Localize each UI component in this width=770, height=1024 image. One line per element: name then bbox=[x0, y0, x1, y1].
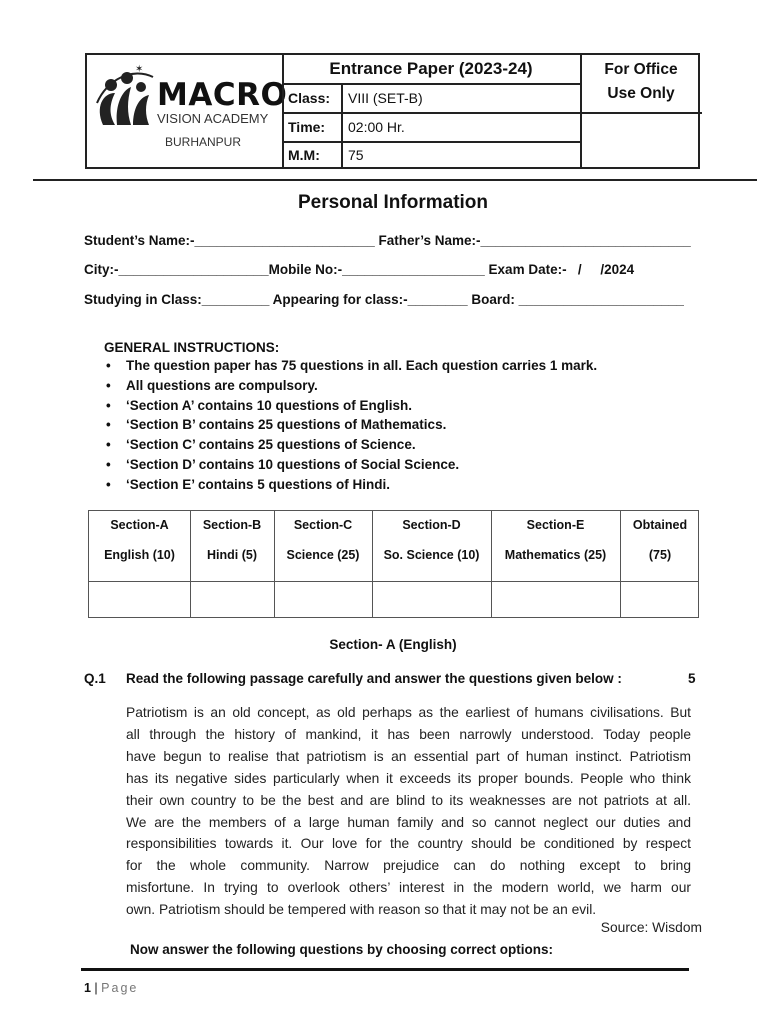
logo-figures-icon bbox=[93, 63, 157, 135]
col-header-obtained: Obtained (75) bbox=[632, 518, 688, 562]
passage-source: Source: Wisdom bbox=[600, 920, 702, 935]
logo-name: MACRO bbox=[157, 77, 288, 113]
header-divider bbox=[33, 179, 757, 181]
footer-separator: | bbox=[90, 981, 102, 995]
question-text: Read the following passage carefully and answer the questions given below : bbox=[126, 671, 622, 686]
bullet: • bbox=[106, 437, 111, 453]
passage-line: responsibilities towards it. Our love for the country should be conditioned by respect bbox=[126, 836, 691, 852]
instruction-item: • ‘Section C’ contains 25 questions of Science. bbox=[106, 437, 416, 453]
logo-city: BURHANPUR bbox=[165, 135, 242, 149]
col-header-section-a: Section-A English (10) bbox=[104, 518, 175, 562]
office-use bbox=[582, 58, 700, 106]
office-line-2: Use Only bbox=[607, 85, 675, 102]
instruction-item: • All questions are compulsory. bbox=[106, 377, 318, 393]
col-header-section-b: Section-B Hindi (5) bbox=[202, 518, 262, 562]
instructions-list bbox=[104, 358, 597, 497]
col-header-section-e: Section-E Mathematics (25) bbox=[504, 518, 607, 562]
time-value: 02:00 Hr. bbox=[348, 118, 405, 135]
section-a-title: Section- A (English) bbox=[329, 637, 457, 652]
page-label: Page bbox=[101, 981, 139, 995]
question-marks: 5 bbox=[688, 671, 696, 686]
bullet: • bbox=[106, 476, 111, 492]
passage-line: for the whole community. Narrow prejudice can do nothing except to bring bbox=[126, 858, 691, 874]
question-number: Q.1 bbox=[84, 671, 106, 686]
personal-info-title: Personal Information bbox=[297, 192, 489, 213]
score-table bbox=[88, 510, 699, 618]
passage-line: own. Patriotism should be tempered with reason so that it may not be an evil. bbox=[126, 902, 597, 918]
page-number: 1 bbox=[84, 981, 91, 995]
col-header-section-c: Section-C Science (25) bbox=[286, 518, 360, 562]
bullet: • bbox=[106, 417, 111, 433]
student-name-line: Student’s Name:-________________________ Father’s Name:-____________________________ bbox=[84, 233, 691, 248]
svg-text:✶: ✶ bbox=[135, 64, 144, 75]
passage-line: has its negative sides particularly when it exceeds its proper bounds. People who think bbox=[126, 770, 691, 786]
instruction-item: • ‘Section D’ contains 10 questions of Social Science. bbox=[106, 456, 460, 472]
bullet: • bbox=[106, 456, 111, 472]
logo-subtitle: VISION ACADEMY bbox=[157, 111, 269, 126]
instruction-item: • ‘Section A’ contains 10 questions of English. bbox=[106, 397, 413, 413]
class-board-line: Studying in Class:_________ Appearing for class:-________ Board: ______________________ bbox=[84, 292, 684, 307]
col-header-section-d: Section-D So. Science (10) bbox=[383, 518, 480, 562]
passage-line: misfortune. In trying to overlook others’ interest in the modern world, we harm our bbox=[126, 880, 691, 896]
header-table bbox=[85, 53, 700, 169]
page-footer bbox=[84, 981, 138, 995]
class-label: Class: bbox=[288, 89, 331, 106]
bullet: • bbox=[106, 358, 111, 373]
time-label: Time: bbox=[288, 118, 326, 135]
answer-instruction: Now answer the following questions by choosing correct options: bbox=[130, 942, 554, 957]
instruction-item: • ‘Section E’ contains 5 questions of Hindi. bbox=[106, 476, 391, 492]
logo bbox=[93, 59, 288, 163]
bullet: • bbox=[106, 397, 111, 413]
instruction-item: • The question paper has 75 questions in all. Each question carries 1 mark. bbox=[106, 358, 598, 373]
passage-line: all through the history of mankind, it has been narrowly understood. Today people bbox=[126, 726, 691, 742]
instructions-heading: GENERAL INSTRUCTIONS: bbox=[104, 340, 280, 355]
class-value: VIII (SET-B) bbox=[348, 89, 423, 106]
passage-line: Patriotism is an old concept, as old perhaps as the earliest of humans civilisations. But bbox=[126, 705, 691, 720]
footer-divider bbox=[81, 968, 689, 971]
passage bbox=[126, 702, 691, 921]
paper-title: Entrance Paper (2023-24) bbox=[329, 59, 533, 78]
bullet: • bbox=[106, 377, 111, 393]
instruction-item: • ‘Section B’ contains 25 questions of Mathematics. bbox=[106, 417, 447, 433]
mm-value: 75 bbox=[348, 147, 364, 163]
passage-line: their own country to be the best and are blind to its weaknesses are not patriots at all. bbox=[126, 792, 691, 808]
passage-line: have begun to realise that patriotism is an essential part of human instinct. Patriotism bbox=[126, 748, 691, 764]
mm-label: M.M: bbox=[288, 147, 320, 163]
passage-line: We are the members of a large human family and so cannot neglect our duties and bbox=[126, 814, 691, 830]
office-line-1: For Office bbox=[604, 61, 678, 78]
city-mobile-line: City:-____________________Mobile No:-___________________ Exam Date:- / /2024 bbox=[84, 262, 635, 277]
